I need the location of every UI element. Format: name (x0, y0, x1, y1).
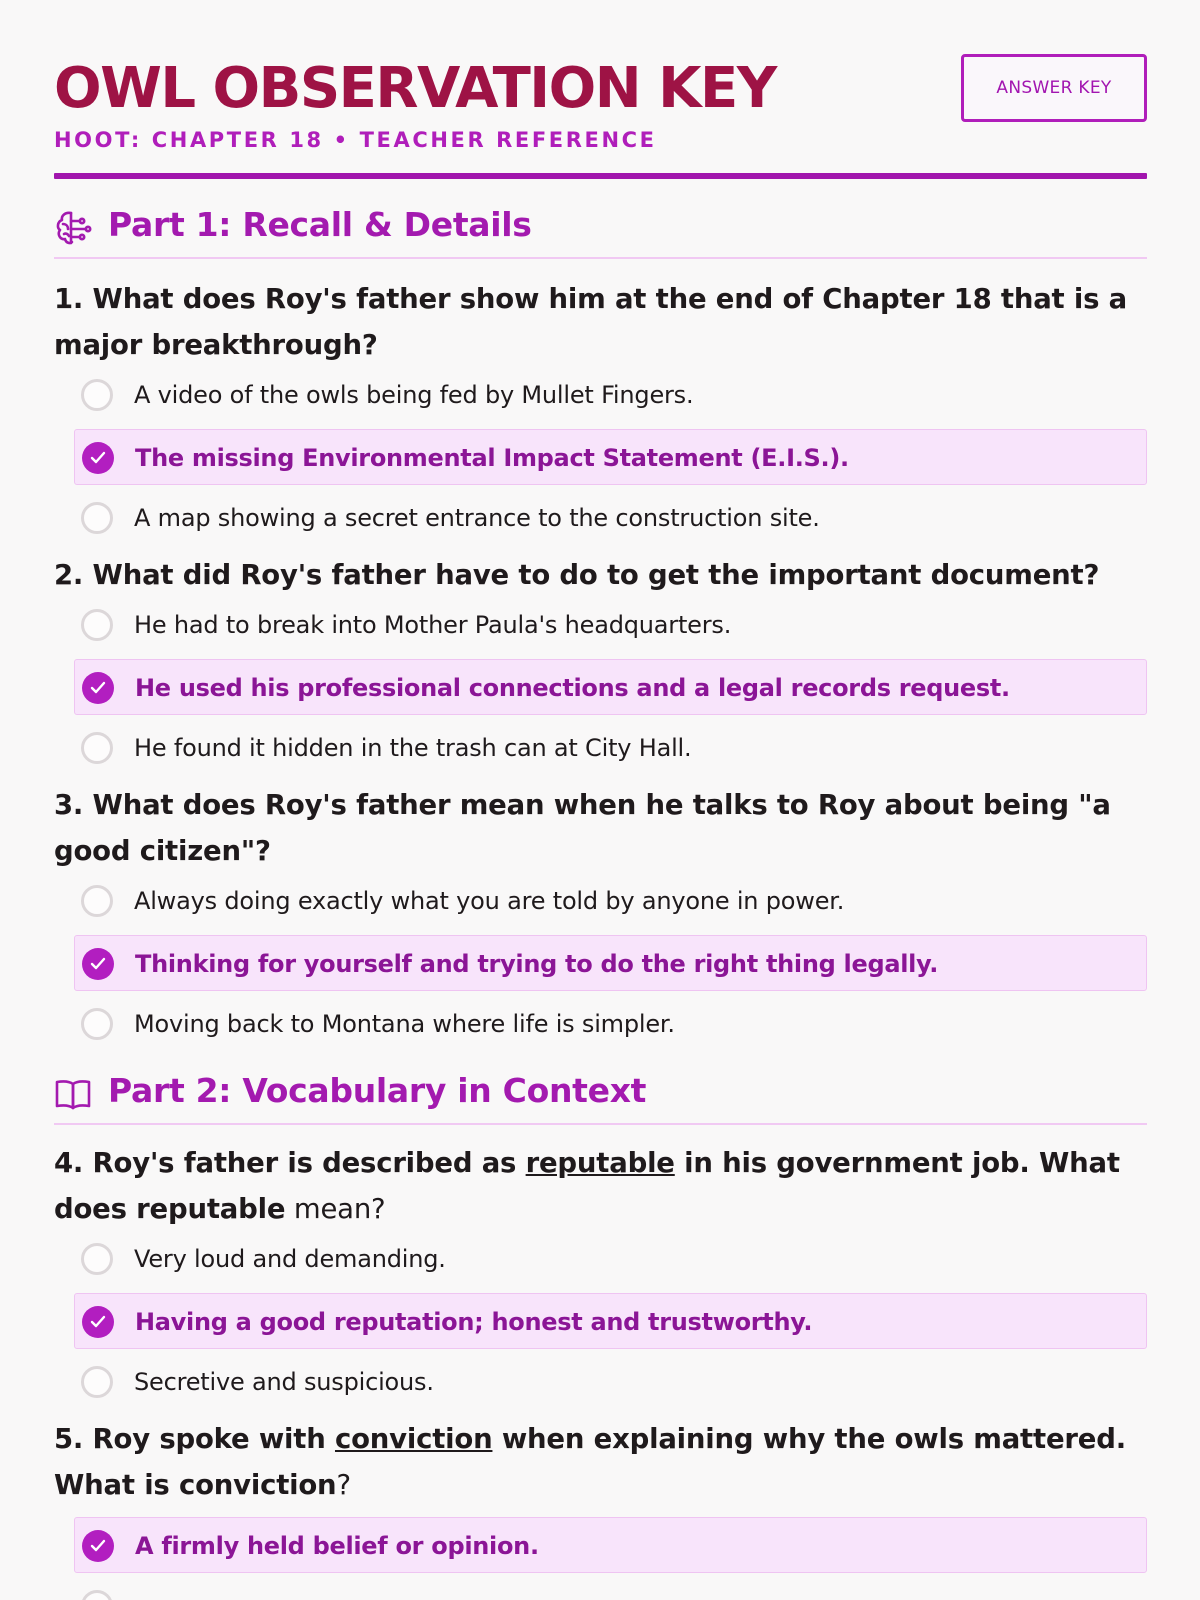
option-text: A map showing a secret entrance to the construction site. (134, 504, 820, 532)
option-text: Moving back to Montana where life is simpler. (134, 1010, 675, 1038)
page-title: OWL OBSERVATION KEY (54, 56, 776, 121)
option-1c[interactable] (74, 490, 1147, 546)
check-circle-icon (82, 672, 114, 704)
radio-unselected-icon (81, 885, 113, 917)
section-header-part-1 (54, 203, 1147, 259)
question-4 (54, 1140, 1147, 1232)
option-2a[interactable] (74, 597, 1147, 653)
check-circle-icon (82, 442, 114, 474)
option-text: The missing Environmental Impact Statement (E.I.S.). (135, 444, 849, 472)
option-4b-correct[interactable] (74, 1293, 1147, 1349)
vocabulary-term: conviction (334, 1423, 493, 1455)
question-text: mean? (285, 1193, 386, 1225)
section-header-part-2 (54, 1069, 1147, 1125)
option-2c[interactable] (74, 720, 1147, 776)
answer-key-badge: ANSWER KEY (961, 54, 1147, 122)
option-text: He used his professional connections and a legal records request. (135, 674, 1010, 702)
option-text: Always doing exactly what you are told by anyone in power. (134, 887, 845, 915)
option-text: Having a good reputation; honest and trustworthy. (135, 1308, 813, 1336)
option-2b-correct[interactable] (74, 659, 1147, 715)
radio-unselected-icon (81, 732, 113, 764)
radio-unselected-icon (81, 609, 113, 641)
question-5 (54, 1416, 1147, 1508)
option-3b-correct[interactable] (74, 935, 1147, 991)
radio-unselected-icon (81, 1366, 113, 1398)
check-circle-icon (82, 1530, 114, 1562)
question-2: 2. What did Roy's father have to do to get the important document? (54, 559, 1100, 591)
option-4c[interactable] (74, 1354, 1147, 1410)
radio-unselected-icon (81, 1243, 113, 1275)
option-5a-correct[interactable] (74, 1517, 1147, 1573)
option-1a[interactable] (74, 367, 1147, 423)
question-text: in his government job. What does (54, 1147, 1120, 1225)
check-circle-icon (82, 1306, 114, 1338)
option-text: Very loud and demanding. (134, 1245, 446, 1273)
option-4a[interactable] (74, 1231, 1147, 1287)
page-subtitle: HOOT: CHAPTER 18 • TEACHER REFERENCE (54, 128, 657, 152)
question-1: 1. What does Roy's father show him at the end of Chapter 18 that is a major breakthrough? (54, 283, 1128, 361)
question-text: ? (336, 1469, 351, 1501)
option-text: He found it hidden in the trash can at City Hall. (134, 734, 692, 762)
option-text: Secretive and suspicious. (134, 1368, 434, 1396)
question-text: 5. Roy spoke with (54, 1423, 335, 1455)
option-1b-correct[interactable] (74, 429, 1147, 485)
vocabulary-term: reputable (136, 1193, 286, 1225)
open-book-icon (54, 1075, 92, 1113)
radio-unselected-icon (81, 379, 113, 411)
vocabulary-term: reputable (525, 1147, 675, 1179)
option-text: Thinking for yourself and trying to do the right thing legally. (135, 950, 939, 978)
option-text: A video of the owls being fed by Mullet Fingers. (134, 381, 694, 409)
radio-unselected-icon (81, 1008, 113, 1040)
option-text: He had to break into Mother Paula's headquarters. (134, 611, 732, 639)
option-3a[interactable] (74, 873, 1147, 929)
option-3c[interactable] (74, 996, 1147, 1052)
radio-unselected-icon (81, 1590, 113, 1600)
radio-unselected-icon (81, 502, 113, 534)
section-title: Part 1: Recall & Details (108, 205, 532, 244)
question-text: when explaining why the owls mattered. What is (54, 1423, 1126, 1501)
question-text: 4. Roy's father is described as (54, 1147, 526, 1179)
section-title: Part 2: Vocabulary in Context (108, 1071, 647, 1110)
vocabulary-term: conviction (178, 1469, 337, 1501)
option-text: A firmly held belief or opinion. (135, 1532, 539, 1560)
header-divider (54, 173, 1147, 179)
brain-icon (54, 209, 92, 247)
check-circle-icon (82, 948, 114, 980)
question-3: 3. What does Roy's father mean when he talks to Roy about being "a good citizen"? (54, 789, 1111, 867)
page-header (54, 52, 1147, 180)
option-5b[interactable] (74, 1578, 1147, 1600)
